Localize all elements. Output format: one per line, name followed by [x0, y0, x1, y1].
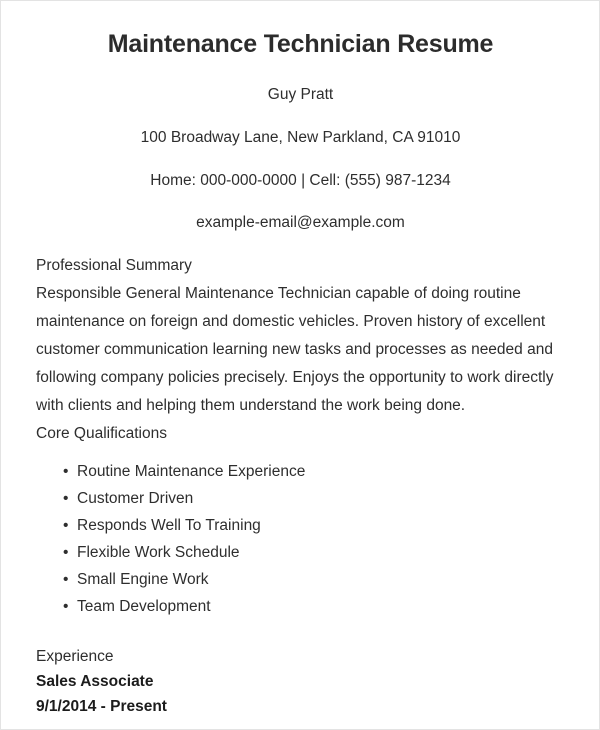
experience-role-title: Sales Associate: [36, 672, 154, 690]
candidate-phones: Home: 000-000-0000 | Cell: (555) 987-1234: [150, 171, 451, 189]
list-item: [36, 593, 565, 620]
professional-summary-text: Responsible General Maintenance Technician capable of doing routine maintenance on foreign and domestic vehicles. Proven history of excellent customer communication learning new tasks and processes as needed and following company policies precisely. Enjoys the opportunity to work directly with clients and helping them understand the work being done.: [36, 284, 554, 414]
section-heading-professional-summary: Professional Summary: [36, 256, 192, 274]
candidate-address: 100 Broadway Lane, New Parkland, CA 91010: [140, 129, 461, 147]
core-qualifications-list: [36, 458, 565, 620]
list-item-label: Flexible Work Schedule: [77, 543, 240, 561]
list-item: [36, 458, 565, 485]
list-item-label: Routine Maintenance Experience: [77, 462, 306, 480]
bullet-icon: •: [63, 543, 69, 561]
page-title: Maintenance Technician Resume: [107, 30, 494, 58]
list-item-label: Team Development: [77, 597, 211, 615]
bullet-icon: •: [63, 570, 69, 588]
list-item: [36, 566, 565, 593]
bullet-icon: •: [63, 489, 69, 507]
experience-date-range: 9/1/2014 - Present: [36, 697, 167, 715]
list-item: [36, 512, 565, 539]
section-heading-experience: Experience: [36, 647, 114, 665]
resume-document: [1, 1, 599, 719]
section-heading-core-qualifications: Core Qualifications: [36, 424, 167, 442]
list-item: [36, 539, 565, 566]
candidate-email: example-email@example.com: [196, 214, 405, 232]
bullet-icon: •: [63, 516, 69, 534]
candidate-name: Guy Pratt: [267, 86, 334, 103]
list-item-label: Responds Well To Training: [77, 516, 261, 534]
bullet-icon: •: [63, 597, 69, 615]
bullet-icon: •: [63, 462, 69, 480]
list-item-label: Small Engine Work: [77, 570, 209, 588]
list-item: [36, 485, 565, 512]
list-item-label: Customer Driven: [77, 489, 194, 507]
